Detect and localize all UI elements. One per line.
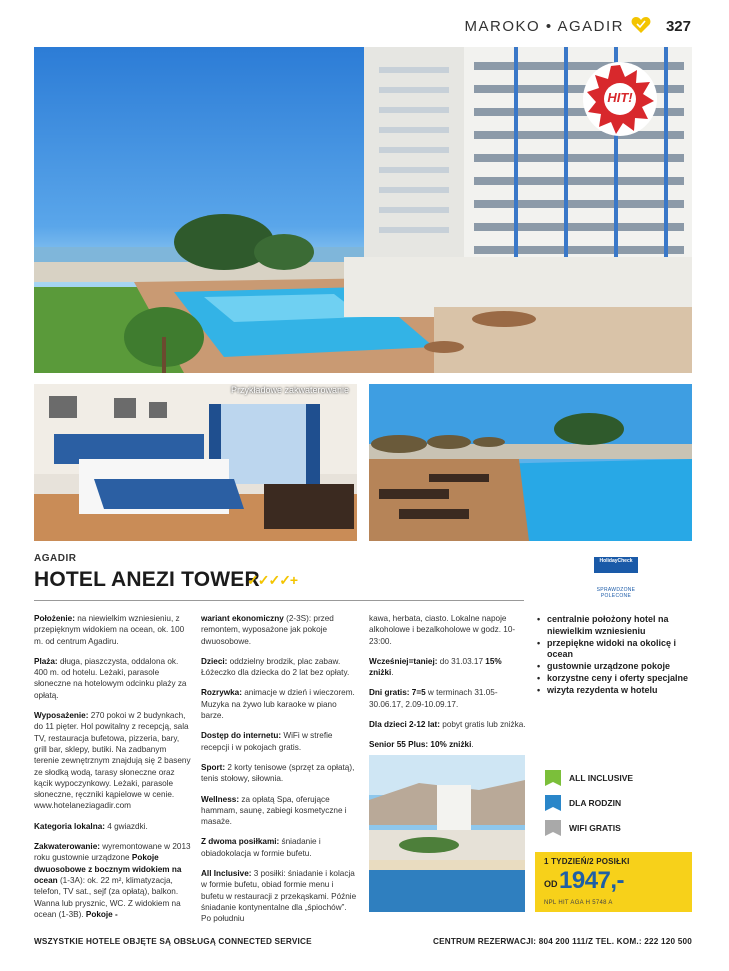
hit-badge-label: HIT! [607,90,633,105]
blue-marker-icon [545,795,561,811]
label: Wellness: [201,794,240,804]
text: (2-3S): przed remontem, wyposażone jak pokoje dwuosobowe. [201,614,334,646]
paragraph-facilities [34,710,191,812]
green-marker-icon [545,770,561,786]
badge-label: ALL INCLUSIVE [569,773,634,783]
label: Dni gratis: 7=5 [369,688,426,698]
badge-family [545,794,621,812]
label: Wyposażenie: [34,711,89,721]
text: wyremontowane w 2013 roku gustownie urządzone [34,842,191,863]
text: 270 pokoi w 2 budynkach, do 11 pięter. Hol powitalny z recepcją, sala TV, restauracja bufetowa, pizzeria, bary, grill bar, sklepy, butiki. Na zadbanym terenie zewnętrznym znajdują się 2 baseny ze słodką wodą, tarasy słoneczne oraz kącik wypoczynkowy. Leżaki, parasole słoneczne, ręczniki kąpielowe w cenie. www.hotelaneziagadir.com [34,711,191,811]
pool-illustration [369,384,692,541]
description-column-3 [369,613,526,760]
badge-all-inclusive [545,769,633,787]
holidaycheck-caption: SPRAWDZONE POLECONE [596,587,636,599]
label: Z dwoma posiłkami: [201,837,280,847]
text: 2 korty tenisowe (sprzęt za opłatą), tenis stołowy, siłownia. [201,762,355,784]
paragraph-all-inclusive-cont [369,613,526,647]
room-photo [34,384,357,541]
text: pobyt gratis lub zniżka. [440,720,526,730]
label: Senior 55 Plus: 10% zniżki [369,740,472,750]
description-column-2 [201,613,358,934]
text: w terminach 31.05-30.06.17, 2.09-10.09.17. [369,688,498,709]
price-prefix: OD [544,879,558,889]
badge-wifi [545,819,621,837]
text: śniadanie i obiadokolacja w formie bufetu. [201,837,321,858]
badge-label: DLA RODZIN [569,798,622,808]
paragraph-half-board [201,836,358,859]
text: animacje w dzień i wieczorem. Muzyka na żywo lub karaoke w piano barze. [201,688,355,721]
text: WiFi w strefie recepcji i w pokojach gratis. [201,731,333,752]
text: do 31.03.17 [437,656,486,666]
text: (1-3A): ok. 22 m², klimatyzacja, telefon, TV sat., sejf (za opłatą), balkon. Wanna lub prysznic, WC. Z widokiem na ocean (1-3B). [34,875,181,919]
offer-code: NPL HIT AGA H 5748 A [544,900,613,906]
heart-logo-icon [631,16,651,34]
title-divider [34,600,524,601]
hotel-rating-stars: ✓✓✓✓+ [247,572,298,588]
label: Plaża: [34,656,58,666]
text: 3 posiłki: śniadanie i kolacja w formie bufetu, obiad formie menu i bufetu w restauracji z przekąskami. Późnie śniadanie kontynentalne dla „śpiochów”. Po południu [201,869,357,924]
label: Wcześniej=taniej: [369,656,438,666]
highlights-list [537,614,697,697]
label: Sport: [201,762,226,772]
label: Dla dzieci 2-12 lat: [369,720,440,730]
label: Zakwaterowanie: [34,842,100,852]
label: Rozrywka: [201,688,242,698]
aerial-photo [369,755,525,912]
hotel-name: HOTEL ANEZI TOWER [34,568,260,591]
label: Kategoria lokalna: [34,821,105,831]
text: na niewielkim wzniesieniu, z przepięknym widokiem na ocean, ok. 100 m. od centrum Agadiru. [34,614,185,646]
label: All Inclusive: [201,869,252,879]
label: Pokoje dwuosobowe z bocznym widokiem na ocean [34,853,182,885]
paragraph-free-days [369,687,526,710]
footer-booking-contact: CENTRUM REZERWACJI: 804 200 111/Z TEL. KOM.: 222 120 500 [432,937,692,946]
text: 4 gwiazdki. [104,821,148,831]
holidaycheck-logo [594,557,638,573]
hotel-hero-photo [34,47,692,373]
paragraph-internet [201,730,358,753]
paragraph-beach [34,656,191,701]
paragraph-location [34,613,191,647]
paragraph-kids-offer [369,719,526,730]
paragraph-category [34,821,191,832]
paragraph-sport [201,762,358,785]
paragraph-wellness [201,794,358,828]
label: wariant ekonomiczny [201,614,284,623]
hit-badge [582,61,658,137]
room-caption: Przykładowe zakwaterowanie [230,385,349,395]
text: . [471,740,474,750]
text: długa, piaszczysta, oddalona ok. 400 m. od hotelu. Leżaki, parasole słoneczne na hotelowym odcinku plaży za opłatą. [34,656,187,700]
paragraph-all-inclusive [201,868,358,924]
highlight-item: • przepiękne widoki na okolicę i ocean [537,638,697,662]
region-label: AGADIR [34,553,77,564]
room-illustration [34,384,357,541]
grey-marker-icon [545,820,561,836]
price-value: 1947,- [559,867,625,894]
paragraph-entertainment [201,687,358,721]
paragraph-accommodation [34,841,191,920]
holidaycheck-logo-text: HolidayCheck [599,558,633,564]
paragraph-children [201,656,358,679]
aerial-illustration [369,755,525,912]
paragraph-early-booking [369,656,526,679]
paragraph-economy [201,613,358,647]
label: Dzieci: [201,656,228,666]
page-number: 327 [665,18,691,35]
badge-label: WIFI GRATIS [569,823,621,833]
pool-photo [369,384,692,541]
footer-service-note: WSZYSTKIE HOTELE OBJĘTE SĄ OBSŁUGĄ CONNECTED SERVICE [34,937,312,946]
label: Położenie: [34,614,75,623]
paragraph-senior [369,739,526,750]
highlight-item: • korzystne ceny i oferty specjalne [537,673,697,685]
text: oddzielny brodzik, plac zabaw. Łóżeczko dla dziecka do 2 lat bez opłaty. [201,656,350,678]
text: kawa, herbata, ciasto. Lokalne napoje alkoholowe i bezalkoholowe w godz. 10-23:00. [369,614,516,646]
price-duration-label: 1 TYDZIEŃ/2 POSIŁKI [544,857,630,866]
label: Dostęp do internetu: [201,731,282,741]
text: . [391,668,394,678]
highlight-item: • wizyta rezydenta w hotelu [537,685,697,697]
label: Pokoje - [85,909,118,919]
text: za opłatą Spa, oferujące hammam, saunę, zabiegi kosmetyczne i masaże. [201,794,347,827]
highlight-item: • centralnie położony hotel na niewielkim wzniesieniu [537,614,697,638]
label: 15% zniżki [369,656,502,678]
header-location: MAROKO • AGADIR [464,18,624,35]
highlight-item: • gustownie urządzone pokoje [537,661,697,673]
description-column-1 [34,613,191,929]
